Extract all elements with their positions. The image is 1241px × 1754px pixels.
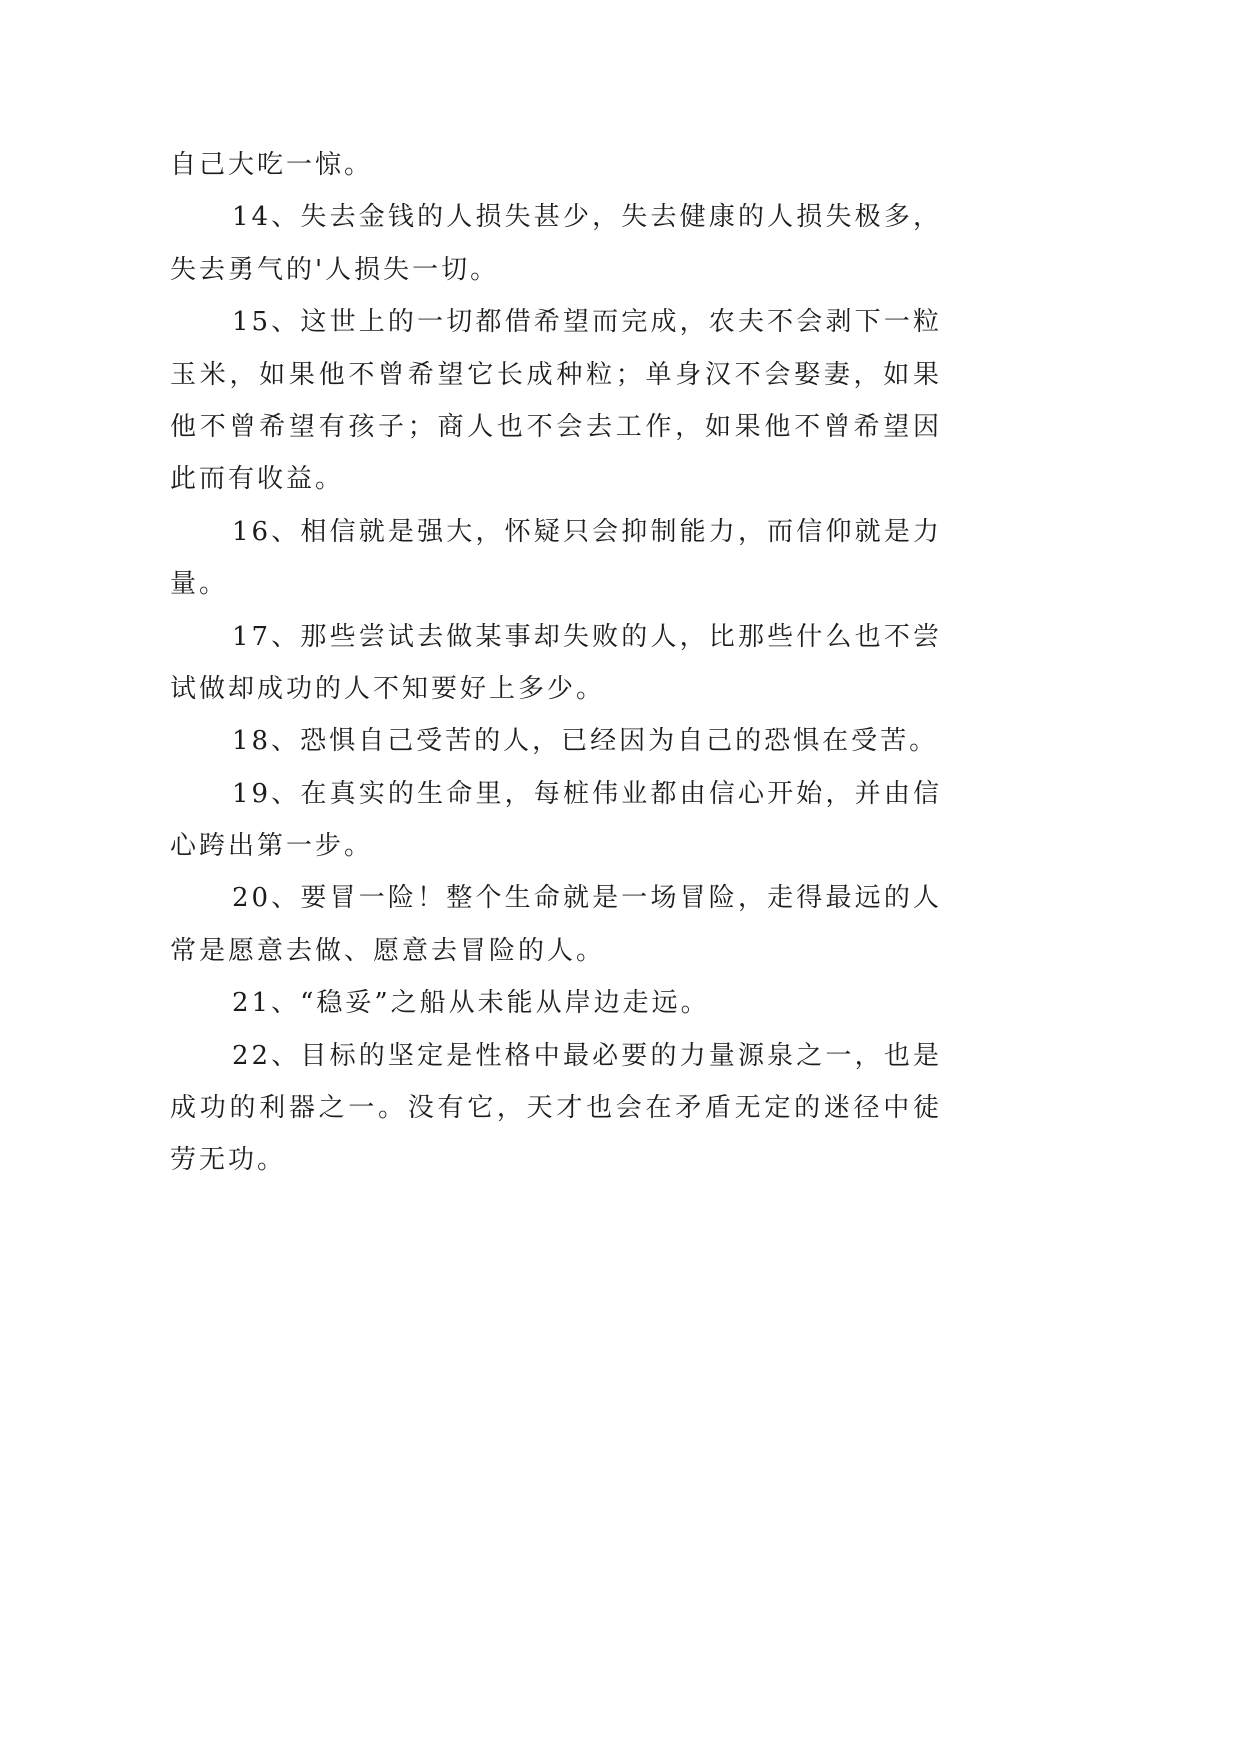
- paragraph-19: [170, 768, 942, 873]
- text-line: 16、相信就是强大，怀疑只会抑制能力，而信仰就是力: [232, 516, 942, 547]
- paragraph-16: [170, 506, 942, 611]
- text-line: 20、要冒一险！整个生命就是一场冒险，走得最远的人: [232, 883, 942, 914]
- text-line: 此而有收益。: [170, 464, 345, 495]
- text-line: 17、那些尝试去做某事却失败的人，比那些什么也不尝: [232, 621, 942, 652]
- text-line: 失去勇气的'人损失一切。: [170, 254, 500, 285]
- text-line: 成功的利器之一。没有它，天才也会在矛盾无定的迷径中徒: [170, 1093, 942, 1124]
- text-line: 心跨出第一步。: [170, 831, 374, 862]
- text-line: 15、这世上的一切都借希望而完成，农夫不会剥下一粒: [232, 307, 942, 338]
- paragraph-14: [170, 191, 942, 296]
- text-line: 劳无功。: [170, 1145, 287, 1176]
- paragraph-17: [170, 611, 942, 716]
- paragraph-18: [170, 715, 942, 767]
- text-line: 18、恐惧自己受苦的人，已经因为自己的恐惧在受苦。: [232, 726, 939, 757]
- document-body: [170, 139, 942, 1187]
- text-line: 量。: [170, 569, 229, 600]
- text-line: 21、“稳妥”之船从未能从岸边走远。: [232, 988, 710, 1019]
- text-line: 19、在真实的生命里，每桩伟业都由信心开始，并由信: [232, 778, 942, 809]
- text-line: 常是愿意去做、愿意去冒险的人。: [170, 935, 606, 966]
- text-line: 自己大吃一惊。: [170, 150, 374, 180]
- text-line: 他不曾希望有孩子；商人也不会去工作，如果他不曾希望因: [170, 411, 942, 442]
- paragraph-continued: [170, 139, 942, 191]
- paragraph-21: [170, 977, 942, 1029]
- text-line: 22、目标的坚定是性格中最必要的力量源泉之一，也是: [232, 1040, 942, 1071]
- text-line: 玉米，如果他不曾希望它长成种粒；单身汉不会娶妻，如果: [170, 359, 942, 390]
- paragraph-20: [170, 872, 942, 977]
- paragraph-22: [170, 1030, 942, 1187]
- text-line: 14、失去金钱的人损失甚少，失去健康的人损失极多，: [232, 202, 942, 233]
- paragraph-15: [170, 296, 942, 506]
- text-line: 试做却成功的人不知要好上多少。: [170, 673, 606, 704]
